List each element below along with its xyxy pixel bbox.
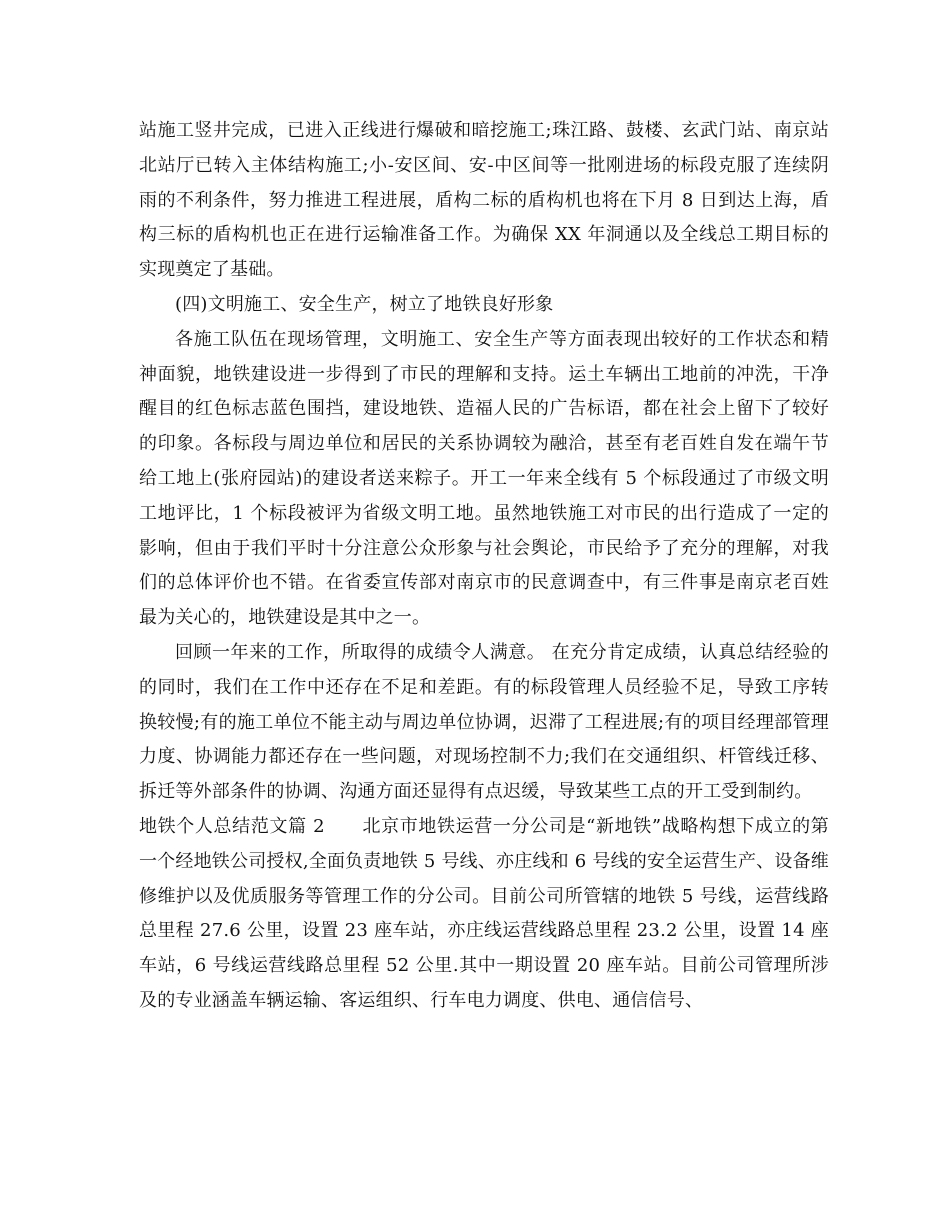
paragraph-construction-progress: 站施工竖井完成，已进入正线进行爆破和暗挖施工;珠江路、鼓楼、玄武门站、南京站北站厅已转入主体结构施工;小-安区间、安-中区间等一批刚进场的标段克服了连续阴雨的不利条件，努力推进工程进展，盾构二标的盾构机也将在下月 8 日到达上海，盾构三标的盾构机也正在进行运输准备工作。为确保 XX 年洞通以及全线总工期目标的实现奠定了基础。 — [139, 120, 829, 281]
section-heading-civilized-construction: (四)文明施工、安全生产，树立了地铁良好形象 — [175, 293, 554, 315]
paragraph-site-management: 各施工队伍在现场管理，文明施工、安全生产等方面表现出较好的工作状态和精神面貌，地铁建设进一步得到了市民的理解和支持。运土车辆出工地前的冲洗，干净醒目的红色标志蓝色围挡，建设地铁、造福人民的广告标语，都在社会上留下了较好的印象。各标段与周边单位和居民的关系协调较为融洽，甚至有老百姓自发在端午节给工地上(张府园站)的建设者送来粽子。开工一年来全线有 5 个标段通过了市级文明工地评比，1 个标段被评为省级文明工地。虽然地铁施工对市民的出行造成了一定的影响，但由于我们平时十分注意公众形象与社会舆论，市民给予了充分的理解，对我们的总体评价也不错。在省委宣传部对南京市的民意调查中，有三件事是南京老百姓最为关心的，地铁建设是其中之一。 — [139, 328, 829, 629]
document-body — [139, 114, 829, 1019]
paragraph-review-shortcomings: 回顾一年来的工作，所取得的成绩令人满意。 在充分肯定成绩，认真总结经验的的同时，我们在工作中还存在不足和差距。有的标段管理人员经验不足，导致工序转换较慢;有的施工单位不能主动与周边单位协调，迟滞了工程进展;有的项目经理部管理力度、协调能力都还存在一些问题，对现场控制不力;我们在交通组织、杆管线迁移、拆迁等外部条件的协调、沟通方面还显得有点迟缓，导致某些工点的开工受到制约。 — [139, 641, 829, 803]
paragraph-sample-essay-2: 地铁个人总结范文篇 2 北京市地铁运营一分公司是“新地铁”战略构想下成立的第一个经地铁公司授权,全面负责地铁 5 号线、亦庄线和 6 号线的安全运营生产、设备维修维护以及优质服务等管理工作的分公司。目前公司所管辖的地铁 5 号线，运营线路总里程 27.6 公里，设置 23 座车站，亦庄线运营线路总里程 23.2 公里，设置 14 座车站，6 号线运营线路总里程 52 公里.其中一期设置 20 座车站。目前公司管理所涉及的专业涵盖车辆运输、客运组织、行车电力调度、供电、通信信号、 — [139, 815, 829, 1011]
